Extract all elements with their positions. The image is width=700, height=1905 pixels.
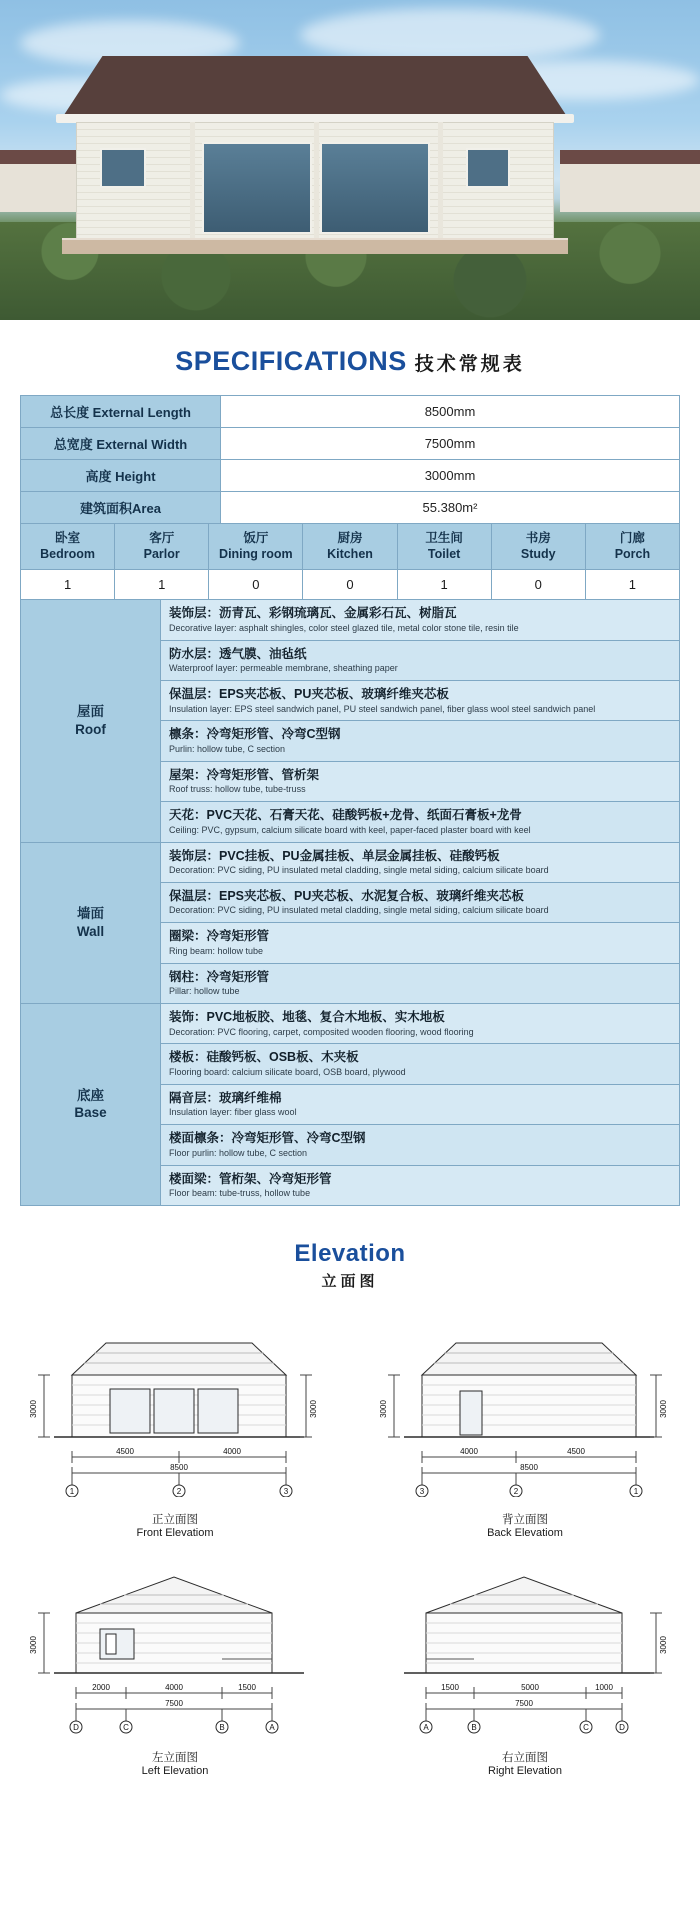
caption-en: Left Elevation bbox=[141, 1765, 209, 1778]
room-header-toilet bbox=[397, 524, 491, 570]
dimension-value: 7500mm bbox=[221, 428, 680, 460]
item-text-cn: 隔音层：玻璃纤维棉 bbox=[169, 1090, 282, 1105]
structure-item bbox=[161, 923, 680, 963]
structure-group-wall bbox=[21, 842, 161, 1004]
cloud-decor bbox=[300, 8, 600, 62]
table-row bbox=[21, 1004, 680, 1044]
dimension-label: 总宽度 External Width bbox=[21, 428, 221, 460]
item-text-cn: 天花：PVC天花、石膏天花、硅酸钙板+龙骨、纸面石膏板+龙骨 bbox=[169, 808, 522, 823]
structure-item bbox=[161, 1165, 680, 1205]
elev-height-left: 3000 bbox=[29, 1636, 38, 1654]
deck-platform bbox=[62, 238, 568, 254]
item-text-en: Purlin: hollow tube, C section bbox=[169, 743, 286, 754]
group-label-cn: 底座 bbox=[77, 1087, 104, 1103]
room-header-cn: 客厅 bbox=[149, 531, 175, 545]
roof-shape bbox=[62, 56, 568, 118]
room-header-cn: 卫生间 bbox=[425, 531, 463, 545]
structure-item bbox=[161, 721, 680, 761]
elev-dim-1: 2000 bbox=[92, 1683, 110, 1692]
table-header-row bbox=[21, 524, 680, 570]
structure-item bbox=[161, 640, 680, 680]
room-header-en: Kitchen bbox=[327, 546, 373, 561]
room-header-en: Bedroom bbox=[40, 546, 95, 561]
elev-dim-1: 4000 bbox=[460, 1446, 478, 1456]
window bbox=[466, 148, 510, 188]
item-text-cn: 保温层：EPS夹芯板、PU夹芯板、水泥复合板、玻璃纤维夹芯板 bbox=[169, 888, 524, 903]
dimensions-table bbox=[20, 395, 680, 524]
item-text-en: Decorative layer: asphalt shingles, color steel glazed tile, metal color stone tile, resin tile bbox=[169, 622, 519, 633]
table-row bbox=[21, 492, 680, 524]
room-header-porch bbox=[585, 524, 679, 570]
item-text-en: Roof truss: hollow tube, tube-truss bbox=[169, 784, 306, 795]
structure-item bbox=[161, 761, 680, 801]
room-header-parlor bbox=[115, 524, 209, 570]
specifications-title-cn: 技术常规表 bbox=[414, 354, 525, 375]
elevation-heading bbox=[0, 1206, 700, 1301]
item-text-en: Decoration: PVC siding, PU insulated metal cladding, single metal siding, calcium silicate board bbox=[169, 905, 549, 916]
elevation-front-caption bbox=[14, 1513, 336, 1541]
item-text-en: Decoration: PVC siding, PU insulated metal cladding, single metal siding, calcium silicate board bbox=[169, 865, 549, 875]
item-text-en: Pillar: hollow tube bbox=[169, 986, 240, 997]
dimension-label: 建筑面积Area bbox=[21, 492, 221, 524]
caption-cn: 右立面图 bbox=[502, 1752, 548, 1764]
structure-item bbox=[161, 1125, 680, 1165]
elevation-right-drawing bbox=[364, 1555, 686, 1745]
elev-axis-1: 1 bbox=[69, 1486, 75, 1496]
elev-height-right: 3000 bbox=[659, 1636, 668, 1654]
caption-cn: 左立面图 bbox=[152, 1752, 198, 1764]
item-text-cn: 装饰层：PVC挂板、PU金属挂板、单层金属挂板、硅酸钙板 bbox=[169, 848, 500, 863]
room-count-study: 0 bbox=[491, 570, 585, 600]
structure-item bbox=[161, 681, 680, 721]
elevation-front bbox=[0, 1307, 350, 1545]
elev-axis-2: C bbox=[123, 1723, 129, 1732]
item-text-cn: 楼板：硅酸钙板、OSB板、木夹板 bbox=[169, 1050, 359, 1065]
elev-height-left: 3000 bbox=[379, 1399, 388, 1418]
room-count-dining-room: 0 bbox=[209, 570, 303, 600]
structure-item bbox=[161, 1004, 680, 1044]
elev-axis-3: B bbox=[219, 1723, 225, 1732]
table-row bbox=[21, 396, 680, 428]
structure-item bbox=[161, 802, 680, 842]
room-header-en: Toilet bbox=[427, 546, 461, 561]
elev-axis-3: 1 bbox=[633, 1486, 639, 1496]
room-count-porch: 1 bbox=[585, 570, 679, 600]
elevation-front-drawing bbox=[14, 1317, 336, 1507]
elev-total: 7500 bbox=[515, 1699, 533, 1708]
elevation-left-drawing bbox=[14, 1555, 336, 1745]
sliding-door bbox=[202, 142, 312, 234]
elevation-title-cn: 立面图 bbox=[321, 1272, 379, 1290]
room-header-kitchen bbox=[303, 524, 397, 570]
elevation-title-en: Elevation bbox=[294, 1239, 406, 1267]
item-text-cn: 楼面梁：管桁架、冷弯矩形管 bbox=[169, 1171, 332, 1186]
room-header-cn: 厨房 bbox=[337, 531, 363, 545]
room-count-table bbox=[20, 523, 680, 600]
elev-axis-4: D bbox=[619, 1723, 625, 1732]
caption-cn: 正立面图 bbox=[152, 1513, 198, 1526]
room-header-cn: 门廊 bbox=[619, 531, 645, 545]
item-text-cn: 保温层：EPS夹芯板、PU夹芯板、玻璃纤维夹芯板 bbox=[169, 687, 449, 701]
structure-item bbox=[161, 600, 680, 640]
item-text-en: Floor beam: tube-truss, hollow tube bbox=[169, 1188, 311, 1198]
item-text-en: Waterproof layer: permeable membrane, sheathing paper bbox=[169, 663, 398, 674]
elev-axis-1: 3 bbox=[419, 1486, 425, 1496]
elev-height-right: 3000 bbox=[659, 1399, 668, 1418]
structure-table bbox=[20, 599, 680, 1206]
elev-dim-1: 4500 bbox=[116, 1446, 134, 1456]
elevation-back-caption bbox=[364, 1513, 686, 1541]
group-label-en: Base bbox=[74, 1105, 107, 1121]
table-row bbox=[21, 600, 680, 640]
item-text-cn: 楼面檩条：冷弯矩形管、冷弯C型钢 bbox=[169, 1131, 366, 1146]
elevation-right-caption bbox=[364, 1751, 686, 1779]
caption-en: Right Elevation bbox=[488, 1765, 562, 1778]
item-text-cn: 防水层：透气膜、油毡纸 bbox=[169, 646, 307, 661]
item-text-cn: 屋架：冷弯矩形管、管析架 bbox=[169, 767, 320, 782]
group-label-en: Wall bbox=[76, 923, 105, 939]
room-header-study bbox=[491, 524, 585, 570]
specifications-heading bbox=[0, 320, 700, 395]
item-text-cn: 圈梁：冷弯矩形管 bbox=[169, 929, 270, 944]
structure-item bbox=[161, 1084, 680, 1124]
elevation-left bbox=[0, 1545, 350, 1783]
elev-height-right: 3000 bbox=[309, 1399, 318, 1418]
room-header-dining-room bbox=[209, 524, 303, 570]
caption-en: Back Elevatiom bbox=[487, 1527, 563, 1540]
elev-total: 8500 bbox=[520, 1462, 538, 1472]
structure-item bbox=[161, 1044, 680, 1084]
elev-axis-4: A bbox=[269, 1723, 275, 1732]
room-header-cn: 书房 bbox=[525, 531, 551, 545]
group-label-en: Roof bbox=[75, 721, 106, 737]
elevation-right bbox=[350, 1545, 700, 1783]
item-text-cn: 装饰层：沥青瓦、彩钢琉璃瓦、金属彩石瓦、树脂瓦 bbox=[169, 606, 457, 621]
table-row bbox=[21, 460, 680, 492]
dimension-value: 8500mm bbox=[221, 396, 680, 428]
room-header-en: Porch bbox=[614, 546, 651, 561]
elevation-back-drawing bbox=[364, 1317, 686, 1507]
prefab-house bbox=[62, 56, 568, 256]
elev-height-left: 3000 bbox=[29, 1399, 38, 1418]
item-text-en: Ceiling: PVC, gypsum, calcium silicate board with keel, paper-faced plaster board with keel bbox=[169, 824, 531, 835]
elev-dim-3: 1000 bbox=[595, 1683, 613, 1692]
elev-axis-1: D bbox=[73, 1723, 79, 1732]
elev-dim-3: 1500 bbox=[238, 1683, 256, 1692]
dimension-value: 55.380m² bbox=[221, 492, 680, 524]
elev-total: 7500 bbox=[165, 1699, 183, 1708]
item-text-en: Ring beam: hollow tube bbox=[169, 945, 264, 956]
porch-post bbox=[438, 122, 443, 240]
table-row bbox=[21, 570, 680, 600]
room-count-kitchen: 0 bbox=[303, 570, 397, 600]
room-count-toilet: 1 bbox=[397, 570, 491, 600]
room-header-cn: 饭厅 bbox=[243, 531, 269, 545]
elev-axis-3: 3 bbox=[283, 1486, 289, 1496]
elevation-left-caption bbox=[14, 1751, 336, 1779]
caption-cn: 背立面图 bbox=[502, 1513, 548, 1526]
item-text-en: Floor purlin: hollow tube, C section bbox=[169, 1147, 308, 1158]
background-house bbox=[560, 150, 700, 212]
room-header-en: Study bbox=[520, 546, 556, 561]
item-text-en: Decoration: PVC flooring, carpet, composited wooden flooring, wood flooring bbox=[169, 1026, 474, 1037]
elevation-back bbox=[350, 1307, 700, 1545]
elev-dim-2: 5000 bbox=[521, 1683, 539, 1692]
item-text-cn: 钢柱：冷弯矩形管 bbox=[169, 969, 270, 984]
hero-product-photo bbox=[0, 0, 700, 320]
elevation-drawings bbox=[0, 1301, 700, 1807]
room-count-parlor: 1 bbox=[115, 570, 209, 600]
elev-dim-2: 4000 bbox=[223, 1446, 241, 1456]
dimension-value: 3000mm bbox=[221, 460, 680, 492]
elev-axis-1: A bbox=[423, 1723, 429, 1732]
specifications-title-en: SPECIFICATIONS bbox=[175, 346, 407, 376]
room-header-bedroom bbox=[21, 524, 115, 570]
porch-post bbox=[190, 122, 195, 240]
elev-dim-2: 4000 bbox=[165, 1683, 183, 1692]
item-text-en: Insulation layer: fiber glass wool bbox=[169, 1107, 297, 1118]
elev-dim-2: 4500 bbox=[567, 1446, 585, 1456]
item-text-cn: 檩条：冷弯矩形管、冷弯C型钢 bbox=[169, 727, 341, 742]
room-count-bedroom: 1 bbox=[21, 570, 115, 600]
elev-axis-3: C bbox=[583, 1723, 589, 1732]
porch-post bbox=[314, 122, 319, 240]
group-label-cn: 屋面 bbox=[77, 704, 104, 720]
elev-axis-2: 2 bbox=[176, 1486, 182, 1496]
group-label-cn: 墙面 bbox=[77, 906, 104, 922]
structure-item bbox=[161, 882, 680, 922]
elev-dim-1: 1500 bbox=[441, 1683, 459, 1692]
room-header-cn: 卧室 bbox=[55, 531, 81, 545]
structure-item bbox=[161, 842, 680, 882]
table-row bbox=[21, 428, 680, 460]
elev-axis-2: B bbox=[471, 1723, 477, 1732]
table-row bbox=[21, 842, 680, 882]
elev-total: 8500 bbox=[170, 1462, 188, 1472]
structure-group-roof bbox=[21, 600, 161, 842]
item-text-en: Insulation layer: EPS steel sandwich panel, PU steel sandwich panel, fiber glass wool steel sandwich panel bbox=[169, 703, 596, 714]
window bbox=[100, 148, 146, 188]
room-header-en: Dining room bbox=[219, 546, 293, 561]
room-header-en: Parlor bbox=[143, 546, 180, 561]
caption-en: Front Elevatiom bbox=[136, 1527, 214, 1540]
elev-axis-2: 2 bbox=[513, 1486, 519, 1496]
dimension-label: 高度 Height bbox=[21, 460, 221, 492]
dimension-label: 总长度 External Length bbox=[21, 396, 221, 428]
structure-group-base bbox=[21, 1004, 161, 1206]
sliding-door bbox=[320, 142, 430, 234]
structure-item bbox=[161, 963, 680, 1003]
item-text-en: Flooring board: calcium silicate board, OSB board, plywood bbox=[169, 1066, 406, 1077]
item-text-cn: 装饰：PVC地板胶、地毯、复合木地板、实木地板 bbox=[169, 1010, 445, 1024]
